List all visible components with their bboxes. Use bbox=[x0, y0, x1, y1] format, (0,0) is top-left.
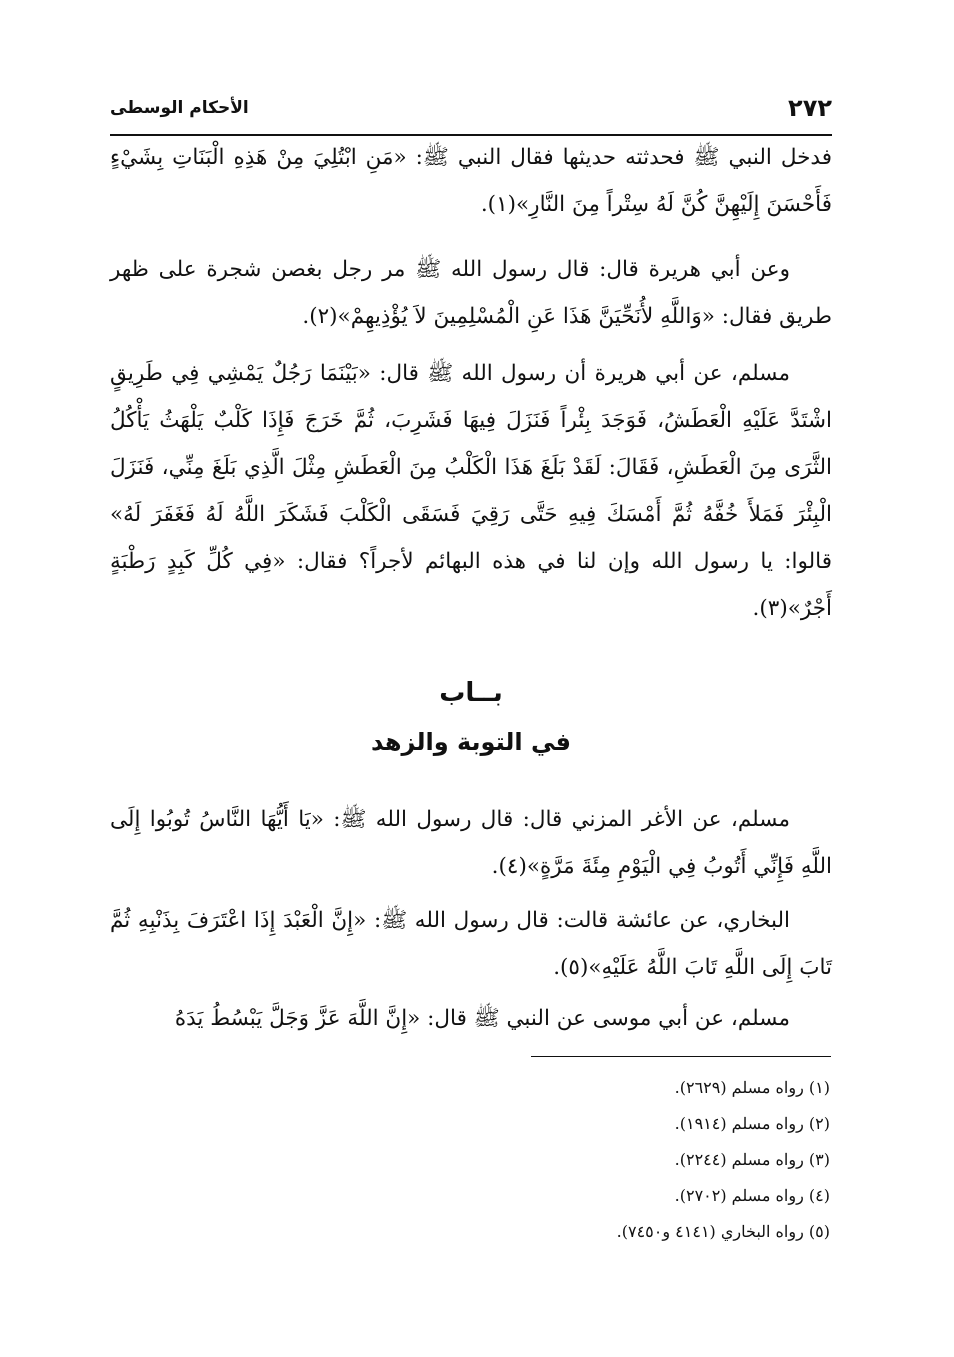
footnote-4: (٤) رواه مسلم (٢٧٠٢). bbox=[674, 1186, 830, 1205]
page-number: ٢٧٢ bbox=[788, 94, 832, 122]
paragraph-4: مسلم، عن الأغر المزني قال: قال رسول الله ﷺ: «يَا أَيُّهَا النَّاسُ تُوبُوا إِلَى اللَّهِ فَإِنِّي أَتُوبُ فِي الْيَوْمِ مِئَةَ مَرَّةٍ»(٤). bbox=[110, 807, 832, 879]
footnote-2: (٢) رواه مسلم (١٩١٤). bbox=[674, 1114, 830, 1133]
footnote-1: (١) رواه مسلم (٢٦٢٩). bbox=[674, 1078, 830, 1097]
book-title: الأحكام الوسطى bbox=[110, 98, 249, 118]
footnote-3: (٣) رواه مسلم (٢٢٤٤). bbox=[674, 1150, 830, 1169]
footnotes bbox=[420, 1070, 830, 1250]
paragraph-5: البخاري، عن عائشة قالت: قال رسول الله ﷺ: «إِنَّ الْعَبْدَ إِذَا اعْتَرَفَ بِذَنْبِهِ ثُمَّ تَابَ إِلَى اللَّهِ تَابَ اللَّهُ عَلَيْهِ»(٥). bbox=[110, 908, 832, 980]
chapter-heading: بــاب bbox=[439, 678, 503, 708]
footnote-5: (٥) رواه البخاري (٤١٤١ و٧٤٥٠). bbox=[616, 1222, 830, 1241]
chapter-title: في التوبة والزهد bbox=[371, 728, 571, 756]
paragraph-2: وعن أبي هريرة قال: قال رسول الله ﷺ مر رجل بغصن شجرة على ظهر طريق فقال: «وَاللَّهِ لأُنَحِّيَنَّ هَذَا عَنِ الْمُسْلِمِينَ لاَ يُؤْذِيهِمْ»(٢). bbox=[110, 257, 832, 329]
paragraph-1: فدخل النبي ﷺ فحدثته حديثها فقال النبي ﷺ: «مَنِ ابْتُلِيَ مِنْ هَذِهِ الْبَنَاتِ بِشَيْءٍ فَأَحْسَنَ إِلَيْهِنَّ كُنَّ لَهُ سِتْراً مِنَ النَّارِ»(١). bbox=[110, 145, 832, 217]
paragraph-6: مسلم، عن أبي موسى عن النبي ﷺ قال: «إِنَّ اللَّهَ عَزَّ وَجَلَّ يَبْسُطُ يَدَهُ bbox=[174, 1006, 790, 1031]
footnote-divider bbox=[531, 1056, 831, 1057]
paragraph-3: مسلم، عن أبي هريرة أن رسول الله ﷺ قال: «بَيْنَمَا رَجُلٌ يَمْشِي فِي طَرِيقٍ اشْتَدَّ عَلَيْهِ الْعَطَشُ، فَوَجَدَ بِئْراً فَنَزَلَ فِيهَا فَشَرِبَ، ثُمَّ خَرَجَ فَإِذَا كَلْبٌ يَلْهَثُ يَأْكُلُ الثَّرَى مِنَ الْعَطَشِ، فَقَالَ: لَقَدْ بَلَغَ هَذَا الْكَلْبُ مِنَ الْعَطَشِ مِثْلَ الَّذِي بَلَغَ مِنِّي، فَنَزَلَ الْبِئْرَ فَمَلأَ خُفَّهُ ثُمَّ أَمْسَكَ فِيهِ حَتَّى رَقِيَ فَسَقَى الْكَلْبَ فَشَكَرَ اللَّهُ لَهُ فَغَفَرَ لَهُ» قالوا: يا رسول الله وإن لنا في هذه البهائم لأجراً؟ فقال: «فِي كُلِّ كَبِدٍ رَطْبَةٍ أَجْرٌ»(٣). bbox=[110, 361, 832, 621]
running-header bbox=[110, 92, 832, 136]
